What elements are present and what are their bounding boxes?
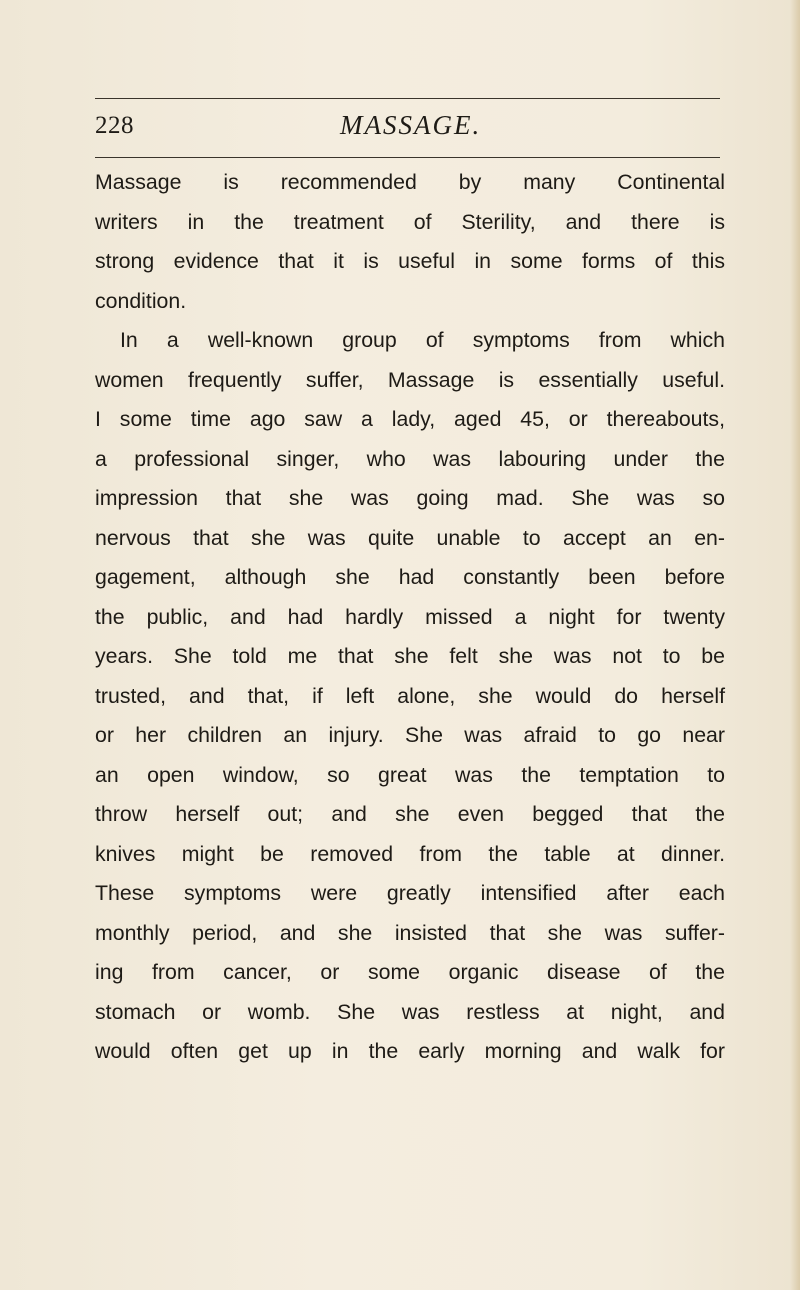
text-line: Massage is recommended by many Continental	[95, 170, 725, 194]
text-line: In a well-known group of symptoms from which	[120, 328, 725, 352]
text-line: gagement, although she had constantly been before	[95, 565, 725, 589]
text-line: I some time ago saw a lady, aged 45, or thereabouts,	[95, 407, 725, 431]
text-line: ing from cancer, or some organic disease of the	[95, 960, 725, 984]
text-line: writers in the treatment of Sterility, and there is	[95, 209, 725, 234]
text-line: impression that she was going mad. She was so	[95, 486, 725, 510]
text-line: an open window, so great was the temptation to	[95, 762, 725, 787]
text-line: knives might be removed from the table at dinner.	[95, 841, 725, 866]
running-title: MASSAGE.	[340, 110, 482, 140]
header-top-rule	[95, 98, 720, 99]
header-bottom-rule	[95, 157, 720, 158]
text-line: a professional singer, who was labouring under the	[95, 446, 725, 471]
text-line: condition.	[95, 288, 187, 313]
page-header	[95, 108, 720, 148]
page-edge-shadow	[790, 0, 800, 1290]
text-line: the public, and had hardly missed a night for twenty	[95, 604, 725, 629]
text-line: years. She told me that she felt she was not to be	[95, 644, 725, 668]
text-line: nervous that she was quite unable to accept an en-	[95, 525, 725, 550]
text-line: stomach or womb. She was restless at night, and	[95, 999, 725, 1024]
page-number: 228	[95, 112, 134, 139]
body-text	[95, 163, 725, 1072]
text-line: strong evidence that it is useful in some forms of this	[95, 249, 725, 273]
text-line: or her children an injury. She was afraid to go near	[95, 723, 725, 747]
text-line: women frequently suffer, Massage is essentially useful.	[95, 367, 725, 392]
text-line: trusted, and that, if left alone, she would do herself	[95, 683, 725, 708]
text-line: throw herself out; and she even begged that the	[95, 802, 725, 826]
text-line: These symptoms were greatly intensified after each	[95, 881, 725, 905]
text-line: would often get up in the early morning and walk for	[95, 1039, 725, 1063]
text-line: monthly period, and she insisted that she was suffer-	[95, 920, 725, 945]
